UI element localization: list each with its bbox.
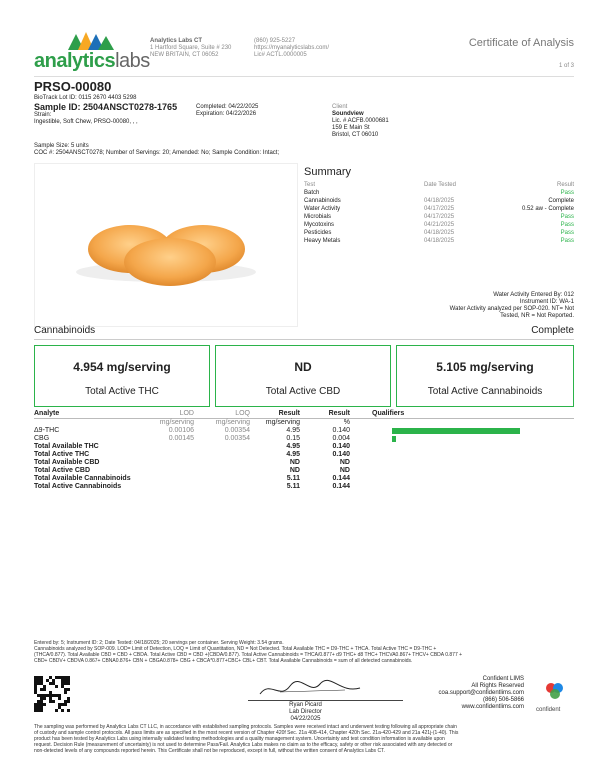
note-line1: Entered by: 5; Instrument ID: 2; Date Tested: 04/18/2025; 20 servings per container. Serving Weight: 3.54 grams.: [34, 640, 284, 646]
analyte-r1: 4.95: [286, 443, 300, 450]
summary-test: Mycotoxins: [304, 222, 335, 228]
result-bar: [392, 428, 520, 434]
box-value: 5.105 mg/serving: [436, 360, 534, 374]
summary-title: Summary: [304, 166, 352, 178]
sample-id: Sample ID: 2504ANSCT0278-1765: [34, 102, 178, 112]
wa-sop: Water Activity analyzed per SOP-020. NT= Not: [449, 306, 574, 312]
analyte-r1: 5.11: [286, 475, 300, 482]
summary-date: [424, 189, 484, 197]
analyte-r2: 0.140: [332, 427, 350, 434]
client-label: Client: [332, 104, 348, 110]
note-line4: CBD+ CBDV+ CBDVA 0.867+ CBNA0.876+ CBN + CBGA0.878+ CBG + CBCA*0.877+CBC+ CBL+ CBT. Total Available Cannabinoids = sum of all detected cannabinoids.: [34, 658, 413, 664]
result-bar: [392, 436, 396, 442]
analyte-lod: [144, 451, 194, 459]
summary-result: Complete: [548, 198, 574, 204]
summary-date: 04/17/2025: [424, 206, 455, 212]
signature-line: [248, 700, 403, 701]
box-label: Total Active THC: [85, 386, 159, 397]
strain: Strain:: [34, 112, 52, 118]
analyte-loq: [194, 467, 250, 475]
summary-result: 0.52 aw - Complete: [521, 206, 574, 212]
analyte-row: [34, 483, 574, 491]
summary-test: Heavy Metals: [304, 238, 341, 244]
analyte-lod: [144, 483, 194, 491]
sample-code: PRSO-00080: [34, 79, 112, 94]
disclaimer-l1: The sampling was performed by Analytics Labs CT LLC, in accordance with established sampling protocols. Samples were received intact and underwent testing following all appropriate chain: [34, 724, 457, 730]
lab-address2: NEW BRITAIN, CT 06052: [150, 52, 219, 58]
summary-row: [304, 229, 574, 237]
summary-result: Pass: [560, 214, 574, 220]
analyte-loq: [194, 483, 250, 491]
lab-license: Lic# ACTL.0000005: [254, 52, 307, 58]
disclaimer-l4: request. Decision Rule (measurement of uncertainty) is not used to determine Pass/Fail. Analytics Labs makes no claim as to the efficacy, safety or other risk associated with any detected or: [34, 742, 453, 748]
summary-table: [304, 181, 574, 245]
analyte-r1: 4.95: [286, 451, 300, 458]
analyte-table: [34, 410, 574, 491]
summary-test: Microbials: [304, 214, 332, 220]
note-line3: (THCA/0.877). Total Available CBD = CBD + CBDA. Total Active CBD = CBD +(CBDA/0.877). Total Active Cannabinoids = THCA/0.877+ d9 THC+ d8 THC+ THCVA0.867+ THCV+ CBDA 0.877 +: [34, 652, 463, 658]
lab-website[interactable]: https://myanalyticslabs.com/: [254, 45, 330, 51]
summary-row: [304, 213, 574, 221]
analyte-r1: 4.95: [286, 427, 300, 434]
box-total-active-cannabinoids: [396, 345, 574, 407]
cannabinoids-divider: [34, 339, 574, 340]
analyte-lod: [144, 459, 194, 467]
box-total-active-cbd: [215, 345, 391, 407]
summary-test: Water Activity: [304, 206, 341, 212]
analyte-r2: ND: [339, 467, 350, 474]
analyte-r2: 0.140: [332, 443, 350, 450]
wa-instrument: Instrument ID: WA-1: [519, 299, 574, 305]
logo-mark-icon: [68, 30, 128, 52]
analyte-a: Total Active THC: [34, 451, 90, 458]
qr-code-icon: [34, 676, 70, 712]
box-label: Total Active CBD: [265, 386, 341, 397]
analyte-row: [34, 427, 574, 435]
analyte-row: [34, 451, 574, 459]
analyte-r2: 0.004: [332, 435, 350, 442]
coc: COC #: 2504ANSCT0278; Number of Servings: 20; Amended: No; Sample Condition: Intact;: [34, 150, 280, 156]
biotrack-id: BioTrack Lot ID: 0115 2670 4403 5298: [34, 95, 137, 101]
confident-logo: [536, 680, 576, 713]
analyte-loq: 0.00354: [224, 427, 250, 434]
lab-address1: 1 Hartford Square, Suite # 230: [150, 45, 232, 51]
sample-size: Sample Size: 5 units: [34, 143, 89, 149]
logo: [34, 30, 150, 75]
summary-result: Pass: [560, 230, 574, 236]
analyte-lod: [144, 467, 194, 475]
analyte-a: Δ9-THC: [34, 427, 60, 434]
page-number: 1 of 3: [558, 63, 574, 69]
logo-text-analytics: analytics: [34, 50, 116, 72]
analyte-a: Total Available THC: [34, 443, 99, 450]
cannabinoids-title: Cannabinoids: [34, 325, 96, 336]
box-value: 4.954 mg/serving: [73, 360, 171, 374]
summary-date: 04/17/2025: [424, 214, 455, 220]
box-total-active-thc: [34, 345, 210, 407]
summary-row: [304, 197, 574, 205]
confident-l2: All Rights Reserved: [471, 683, 524, 689]
signer-date: 04/22/2025: [290, 716, 321, 722]
wa-entered: Water Activity Entered By: 012: [493, 292, 574, 298]
expiration-date: Expiration: 04/22/2026: [196, 111, 257, 117]
summary-test: Cannabinoids: [304, 198, 341, 204]
analyte-row: [34, 435, 574, 443]
analyte-r2: 0.140: [332, 451, 350, 458]
disclaimer-l3: product has been tested by Analytics Labs using internally validated testing methodologies and a quality management system. Uncertainty and test condition information is available upon: [34, 736, 445, 742]
analyte-a: Total Available Cannabinoids: [34, 475, 131, 482]
signer-title: Lab Director: [289, 709, 322, 715]
analyte-loq: [194, 451, 250, 459]
analyte-a: CBG: [34, 435, 50, 442]
confident-l5[interactable]: www.confidentlims.com: [461, 704, 524, 710]
confident-logo-icon: [544, 680, 566, 702]
confident-brand: confident: [536, 707, 561, 713]
summary-date: 04/18/2025: [424, 238, 455, 244]
analyte-r1: ND: [289, 459, 300, 466]
doc-title: Certificate of Analysis: [468, 37, 574, 49]
note-line2: Cannabinoids analyzed by SOP-009. LOD= Limit of Detection, LOQ = Limit of Quantitation, ND = Not Detected. Total Available THC = D9-THC + THCA. Total Active THC = D9-THC +: [34, 646, 437, 652]
analyte-loq: 0.00354: [224, 435, 250, 442]
analyte-r1: ND: [289, 467, 300, 474]
cannabinoids-status: Complete: [531, 325, 574, 336]
box-value: ND: [294, 360, 312, 374]
analyte-lod: 0.00106: [168, 427, 194, 434]
client-addr2: Bristol, CT 06010: [332, 132, 379, 138]
summary-row: [304, 237, 574, 245]
analyte-r1: 0.15: [286, 435, 300, 442]
analyte-r2: 0.144: [332, 483, 350, 490]
analyte-a: Total Available CBD: [34, 459, 100, 466]
lab-phone: (860) 925-5227: [254, 38, 296, 44]
analyte-lod: 0.00145: [168, 435, 194, 442]
analyte-header: Analyte LOD LOQ Result Result Qualifiers: [34, 410, 574, 419]
analyte-row: [34, 459, 574, 467]
header-divider: [34, 76, 574, 77]
analyte-row: [34, 443, 574, 451]
summary-row: [304, 189, 574, 197]
analyte-lod: [144, 475, 194, 483]
summary-row: [304, 221, 574, 229]
analyte-row: [34, 475, 574, 483]
box-label: Total Active Cannabinoids: [427, 386, 543, 397]
signature: [250, 678, 370, 700]
analyte-r2: 0.144: [332, 475, 350, 482]
summary-date: 04/18/2025: [424, 198, 455, 204]
summary-test: Batch: [304, 190, 320, 196]
logo-text-labs: labs: [115, 50, 150, 72]
analyte-a: Total Active Cannabinoids: [34, 483, 122, 490]
analyte-row: [34, 467, 574, 475]
summary-date: 04/21/2025: [424, 222, 455, 228]
client-addr1: 159 E Main St: [332, 125, 370, 131]
disclaimer-l2: of custody and sample control protocols. All pass limits are as specified in the most recent version of Chapter 420f Sec. 21a 408-414, Chapter 420h Sec. 21a-420-429 and 21a 421j-(1-40). This: [34, 730, 459, 736]
product-image: [34, 163, 298, 327]
confident-l4: (866) 506-5866: [482, 697, 524, 703]
analyte-lod: [144, 443, 194, 451]
analyte-a: Total Active CBD: [34, 467, 91, 474]
disclaimer-l5: non-detected levels of any compounds reported herein. This Certificate shall not be reproduced, except in full, without the written consent of Analytics Labs CT.: [34, 748, 385, 754]
lab-name: Analytics Labs CT: [150, 38, 203, 44]
summary-result: Pass: [560, 238, 574, 244]
summary-test: Pesticides: [304, 230, 332, 236]
summary-row: [304, 205, 574, 213]
confident-l3[interactable]: coa.support@confidentlims.com: [438, 690, 524, 696]
signer-name: Ryan Picard: [289, 702, 322, 708]
summary-header: Test Date Tested Result: [304, 182, 574, 188]
summary-result: Pass: [560, 222, 574, 228]
analyte-loq: [194, 459, 250, 467]
summary-date: 04/18/2025: [424, 230, 455, 236]
completed-date: Completed: 04/22/2025: [196, 104, 259, 110]
analyte-loq: [194, 475, 250, 483]
summary-result: Pass: [560, 190, 574, 196]
confident-l1: Confident LIMS: [482, 676, 524, 682]
analyte-r1: 5.11: [286, 483, 300, 490]
wa-note: Tested, NR = Not Reported.: [500, 313, 574, 319]
client-name: Soundview: [332, 111, 364, 117]
analyte-loq: [194, 443, 250, 451]
matrix: Ingestible, Soft Chew, PRSO-00080, , ,: [34, 119, 138, 125]
analyte-r2: ND: [339, 459, 350, 466]
analyte-units: mg/serving mg/serving mg/serving %: [159, 419, 350, 426]
client-lic: Lic. # ACFB.0000681: [332, 118, 389, 124]
